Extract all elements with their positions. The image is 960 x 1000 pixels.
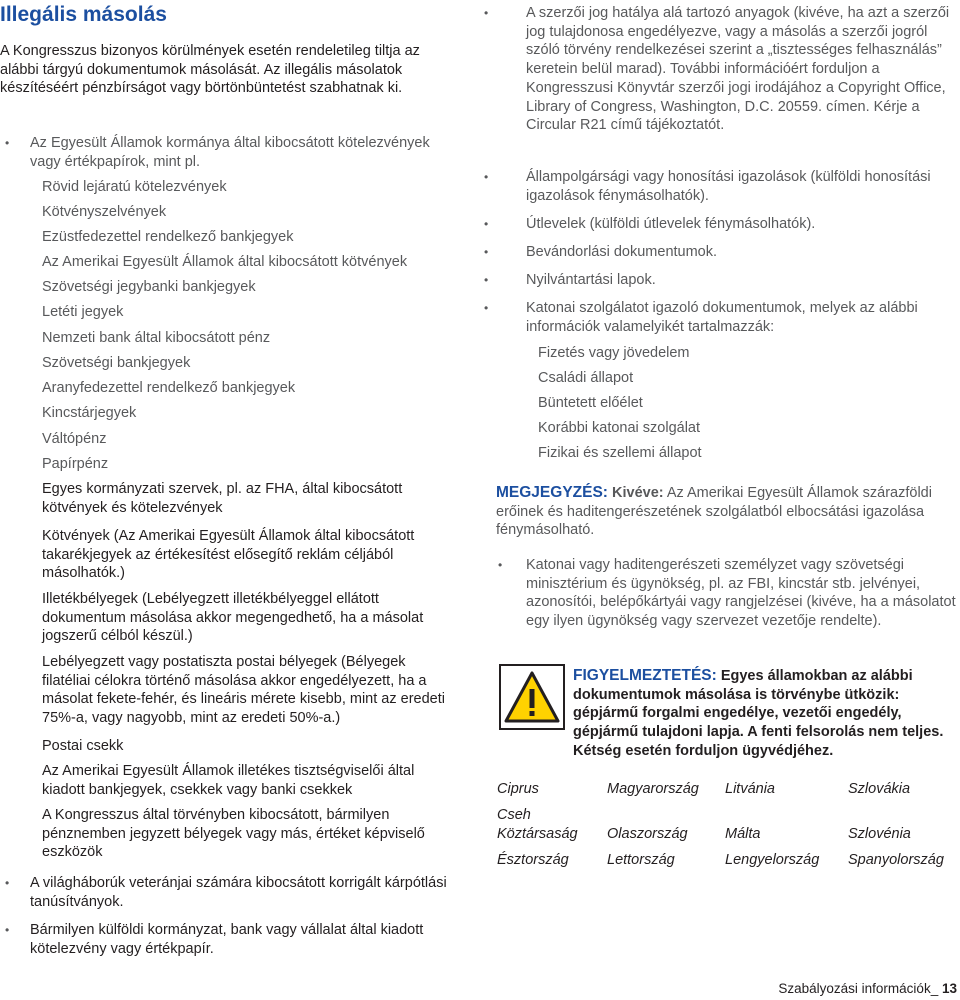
warning-triangle-icon <box>499 664 565 730</box>
note-box <box>496 484 956 540</box>
bullet-military-badges: Katonai vagy haditengerészeti személyzet vagy szövetségi minisztérium és ügynökség, pl. az FBI, kincstár stb. jelvényei, azonosítói, belépőkártyái vagy rangjelzései (kivéve, ha a másolatot egy ilyen ügynökség vagy szervezet vezetője rendelte). <box>526 557 956 630</box>
table-cell: Ciprus <box>497 781 539 797</box>
warning-label: FIGYELMEZTETÉS: <box>573 667 717 684</box>
list-item: Kincstárjegyek <box>42 405 137 421</box>
list-item: Aranyfedezettel rendelkező bankjegyek <box>42 380 296 396</box>
list-item: Váltópénz <box>42 431 107 447</box>
list-item: Fizikai és szellemi állapot <box>538 445 702 461</box>
note-text: Az Amerikai Egyesült Államok szárazföldi erőinek és haditengerészetének szolgálatból elbocsátási igazolása fénymásolható. <box>496 485 932 539</box>
list-item: Lebélyegzett vagy postatiszta postai bélyegek (Bélyegek filatéliai célokra történő másolása akkor engedélyezett, ha a másolat fekete-fehér, és lineáris mérete kisebb, mint az eredeti 75%-a, vagy nagyobb, mint az eredeti 50%-a.) <box>42 654 445 727</box>
list-item: Letéti jegyek <box>42 304 124 320</box>
bullet-icon: • <box>484 273 489 287</box>
bullet-icon: • <box>484 301 489 315</box>
bullet-us-securities: Az Egyesült Államok kormánya által kibocsátott kötelezvények vagy értékpapírok, mint pl. <box>30 135 430 170</box>
table-cell: Észtország <box>497 852 569 868</box>
list-item: Postai csekk <box>42 738 124 754</box>
bullet-icon: • <box>498 558 503 572</box>
bullet-veterans: A világháborúk veteránjai számára kibocsátott korrigált kárpótlási tanúsítványok. <box>30 875 447 910</box>
table-cell: Lengyelország <box>725 852 820 868</box>
list-item: Illetékbélyegek (Lebélyegzett illetékbélyeggel ellátott dokumentum másolása akkor megengedhető, ha a másolat jogszerű célból készül.) <box>42 591 424 645</box>
list-item: A Kongresszus által törvényben kibocsátott, bármilyen pénznemben jegyzett bélyegek vagy más, értéket képviselő eszközök <box>42 807 425 861</box>
table-cell: Cseh Köztársaság <box>497 807 578 842</box>
table-cell: Szlovákia <box>848 781 911 797</box>
list-item: Ezüstfedezettel rendelkező bankjegyek <box>42 229 294 245</box>
list-item: Fizetés vagy jövedelem <box>538 345 690 361</box>
list-item: Nemzeti bank által kibocsátott pénz <box>42 330 271 346</box>
list-item: Szövetségi jegybanki bankjegyek <box>42 279 256 295</box>
list-item: Szövetségi bankjegyek <box>42 355 191 371</box>
bullet-foreign-securities: Bármilyen külföldi kormányzat, bank vagy vállalat által kiadott kötelezvény vagy értékpapír. <box>30 922 424 957</box>
list-item: Büntetett előélet <box>538 395 643 411</box>
note-exception: Kivéve: <box>612 485 664 501</box>
table-cell: Spanyolország <box>848 852 944 868</box>
list-item: Az Amerikai Egyesült Államok illetékes tisztségviselői által kiadott bankjegyek, csekkek vagy banki csekkek <box>42 763 415 798</box>
bullet-icon: • <box>5 876 10 890</box>
bullet-passports: Útlevelek (külföldi útlevelek fénymásolhatók). <box>526 216 816 232</box>
intro-paragraph: A Kongresszus bizonyos körülmények esetén rendeletileg tiltja az alábbi tárgyú dokumentumok másolását. Az illegális másolatok készítéséért pénzbírságot vagy börtönbüntetést szabhatnak ki. <box>0 43 420 97</box>
note-label: MEGJEGYZÉS: <box>496 484 608 501</box>
list-item: Rövid lejáratú kötelezvények <box>42 179 227 195</box>
bullet-citizenship: Állampolgársági vagy honosítási igazolások (külföldi honosítási igazolások fénymásolhatók). <box>526 169 931 204</box>
bullet-military-docs: Katonai szolgálatot igazoló dokumentumok, melyek az alábbi információk valamelyikét tartalmazzák: <box>526 300 918 335</box>
list-item: Kötvényszelvények <box>42 204 167 220</box>
bullet-icon: • <box>484 6 489 20</box>
table-cell: Málta <box>725 826 761 842</box>
bullet-icon: • <box>484 245 489 259</box>
warning-text: Egyes államokban az alábbi dokumentumok másolása is törvénybe ütközik: gépjármű forgalmi engedélye, vezetői engedély, gépjármű tulajdoni lapja. A fenti felsorolás nem teljes. Kétség esetén forduljon ügyvédjéhez. <box>573 668 944 759</box>
table-cell: Szlovénia <box>848 826 911 842</box>
page-number: 13 <box>941 981 957 996</box>
table-cell: Magyarország <box>607 781 699 797</box>
footer-text: Szabályozási információk_ <box>778 981 939 996</box>
table-cell: Olaszország <box>607 826 688 842</box>
table-cell: Lettország <box>607 852 675 868</box>
list-item: Papírpénz <box>42 456 109 472</box>
bullet-copyright: A szerzői jog hatálya alá tartozó anyagok (kivéve, ha azt a szerzői jog tulajdonosa engedélyezve, vagy a másolás a szerzői jogról szóló törvény rendelkezései szerint a „tisztességes felhasználás” keretein belül marad). További információért forduljon a Kongresszusi Könyvtár szerzői jogi irodájához a Copyright Office, Library of Congress, Washington, D.C. 20559. címen. Kérje a Circular R21 című tájékoztatót. <box>526 5 950 134</box>
list-item: Kötvények (Az Amerikai Egyesült Államok által kibocsátott takarékjegyek az értékesítést elősegítő reklám céljából másolhatók.) <box>42 528 415 582</box>
table-cell: Litvánia <box>725 781 775 797</box>
bullet-icon: • <box>484 217 489 231</box>
bullet-icon: • <box>5 923 10 937</box>
warning-box <box>573 667 958 761</box>
list-item: Korábbi katonai szolgálat <box>538 420 701 436</box>
list-item: Egyes kormányzati szervek, pl. az FHA, által kibocsátott kötvények és kötelezvények <box>42 481 403 516</box>
list-item: Családi állapot <box>538 370 634 386</box>
list-item: Az Amerikai Egyesült Államok által kibocsátott kötvények <box>42 254 408 270</box>
page-footer <box>778 981 957 996</box>
bullet-registration: Nyilvántartási lapok. <box>526 272 656 288</box>
bullet-immigration: Bevándorlási dokumentumok. <box>526 244 718 260</box>
bullet-icon: • <box>5 136 10 150</box>
bullet-icon: • <box>484 170 489 184</box>
page-title: Illegális másolás <box>0 3 167 26</box>
